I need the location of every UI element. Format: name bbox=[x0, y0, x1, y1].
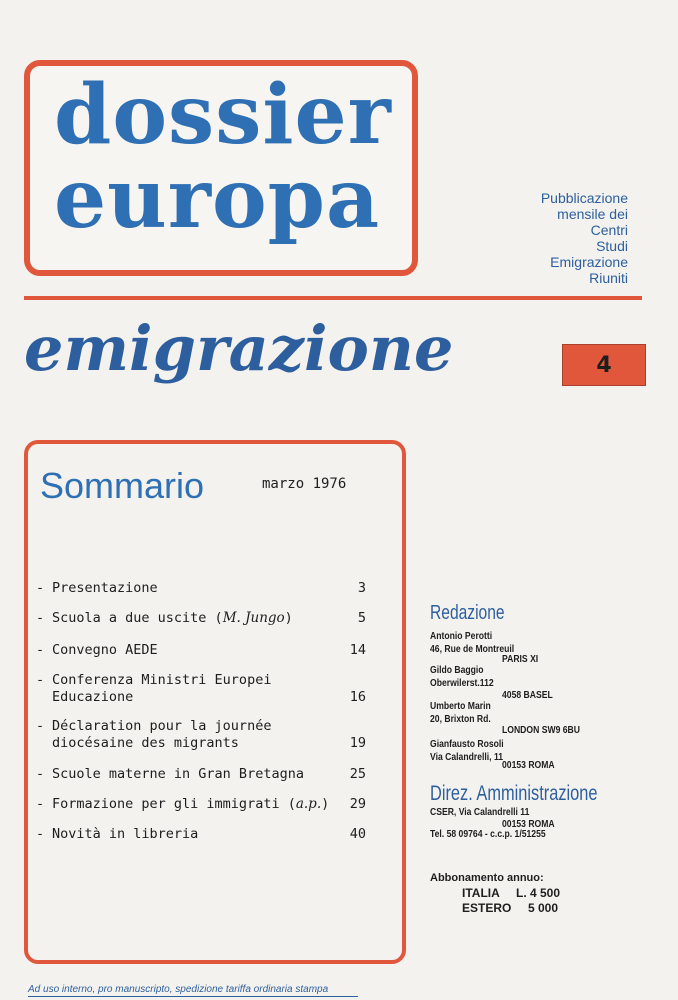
toc-entry-line: Educazione bbox=[52, 689, 134, 705]
toc-dash: - bbox=[36, 610, 45, 626]
section-title: emigrazione bbox=[24, 312, 454, 385]
staff-name: Gildo Baggio bbox=[430, 664, 484, 676]
toc-entry[interactable] bbox=[36, 766, 366, 783]
toc-entry[interactable] bbox=[36, 610, 366, 627]
redazione-entry bbox=[430, 738, 640, 784]
tagline-line: Riuniti bbox=[589, 270, 628, 286]
staff-street: 46, Rue de Montreuil bbox=[430, 642, 515, 655]
toc-entry-title bbox=[52, 718, 366, 752]
toc-entry[interactable] bbox=[36, 580, 366, 597]
toc-page-number: 25 bbox=[349, 766, 366, 782]
toc-dash: - bbox=[36, 672, 45, 688]
staff-street: 20, Brixton Rd. bbox=[430, 712, 491, 725]
toc-entry[interactable] bbox=[36, 672, 366, 706]
subscription-price: 5 000 bbox=[528, 901, 559, 915]
sommario-box bbox=[24, 440, 406, 964]
toc-author: a.p. bbox=[295, 796, 322, 812]
toc-entry[interactable] bbox=[36, 826, 366, 843]
abbonamento-label: Abbonamento annuo: bbox=[430, 872, 544, 884]
staff-city: PARIS XI bbox=[502, 653, 539, 665]
toc-entry-title: Formazione per gli immigrati (a.p.) bbox=[52, 796, 330, 812]
staff-name: Antonio Perotti bbox=[430, 630, 493, 642]
toc-dash: - bbox=[36, 826, 45, 842]
staff-street: Via Calandrelli, 11 bbox=[430, 750, 504, 763]
admin-tel: Tel. 58 09764 - c.c.p. 1/51255 bbox=[430, 828, 546, 840]
toc-entry-title: Convegno AEDE bbox=[52, 642, 158, 658]
issue-number-badge: 4 bbox=[562, 344, 646, 386]
toc-entry-line: Conferenza Ministri Europei bbox=[52, 672, 272, 688]
footer-rule bbox=[28, 996, 358, 997]
tagline-line: Pubblicazione bbox=[540, 190, 628, 206]
footer-note: Ad uso interno, pro manuscripto, spedizione tariffa ordinaria stampa bbox=[28, 984, 329, 995]
toc-dash: - bbox=[36, 580, 45, 596]
toc-entry-title: Scuole materne in Gran Bretagna bbox=[52, 766, 304, 782]
toc-entry[interactable] bbox=[36, 642, 366, 659]
toc-page-number: 14 bbox=[349, 642, 366, 658]
masthead-title-line1: dossier bbox=[54, 67, 392, 163]
toc-entry-line: Déclaration pour la journée bbox=[52, 718, 272, 734]
tagline-line: Studi bbox=[596, 238, 628, 254]
redazione-heading: Redazione bbox=[430, 602, 505, 624]
toc-dash: - bbox=[36, 796, 45, 812]
tagline bbox=[488, 190, 628, 286]
toc-page-number: 40 bbox=[349, 826, 366, 842]
admin-org: CSER, Via Calandrelli 11 bbox=[430, 806, 530, 818]
staff-city: 4058 BASEL bbox=[502, 689, 553, 701]
toc-page-number: 19 bbox=[349, 735, 366, 751]
tagline-line: Centri bbox=[590, 222, 628, 238]
amministrazione-address bbox=[430, 806, 640, 846]
divider-rule bbox=[24, 296, 642, 300]
amministrazione-heading: Direz. Amministrazione bbox=[430, 782, 598, 805]
toc-entry[interactable] bbox=[36, 796, 366, 813]
toc-page-number: 29 bbox=[349, 796, 366, 812]
toc-page-number: 16 bbox=[349, 689, 366, 705]
toc-entry-title bbox=[52, 672, 366, 706]
toc-author: M. Jungo bbox=[222, 610, 285, 626]
staff-city: 00153 ROMA bbox=[502, 759, 555, 771]
toc-entry-line: diocésaine des migrants bbox=[52, 735, 239, 751]
subscription-country: ITALIA bbox=[462, 886, 500, 900]
subscription-price: L. 4 500 bbox=[516, 886, 561, 900]
staff-name: Gianfausto Rosoli bbox=[430, 738, 504, 750]
toc-dash: - bbox=[36, 718, 45, 734]
toc-entry-title: Presentazione bbox=[52, 580, 158, 596]
tagline-line: Emigrazione bbox=[550, 254, 628, 270]
toc-page-number: 3 bbox=[357, 580, 366, 596]
toc-page-number: 5 bbox=[357, 610, 366, 626]
toc-entry-title: Novità in libreria bbox=[52, 826, 199, 842]
staff-city: LONDON SW9 6BU bbox=[502, 724, 580, 736]
sommario-title: Sommario bbox=[40, 465, 205, 506]
toc-entry[interactable] bbox=[36, 718, 366, 752]
toc-dash: - bbox=[36, 642, 45, 658]
toc-entry-title: Scuola a due uscite (M. Jungo) bbox=[52, 610, 293, 626]
masthead-title-line2: europa bbox=[54, 151, 381, 247]
masthead-box bbox=[24, 60, 418, 276]
toc-dash: - bbox=[36, 766, 45, 782]
admin-city: 00153 ROMA bbox=[502, 818, 555, 830]
tagline-line: mensile dei bbox=[557, 206, 628, 222]
subscription-country: ESTERO bbox=[462, 901, 512, 915]
staff-name: Umberto Marin bbox=[430, 700, 491, 712]
staff-street: Oberwilerst.112 bbox=[430, 676, 494, 689]
issue-date: marzo 1976 bbox=[262, 476, 347, 492]
